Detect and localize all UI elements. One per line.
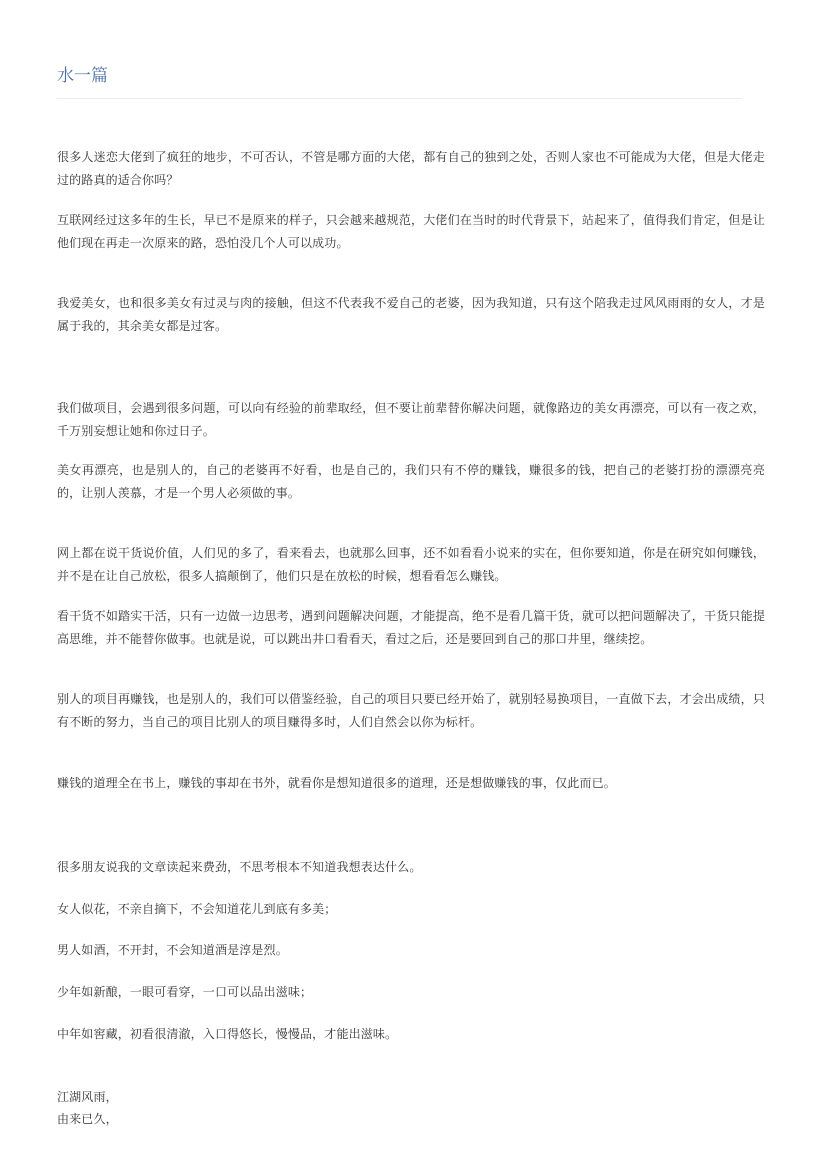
paragraph: 赚钱的道理全在书上，赚钱的事却在书外，就看你是想知道很多的道理，还是想做赚钱的事，仅此而已。 (57, 776, 616, 790)
paragraph: 很多朋友说我的文章读起来费劲，不思考根本不知道我想表达什么。 (57, 860, 422, 874)
article-title: 水一篇 (57, 66, 108, 86)
paragraph: 网上都在说干货说价值，人们见的多了，看来看去，也就那么回事，还不如看看小说来的实在，但你要知道，你是在研究如何赚钱，并不是在让自己放松，很多人搞颠倒了，他们只是在放松的时候，想看看怎么赚钱。 (57, 546, 765, 583)
paragraph: 很多人迷恋大佬到了疯狂的地步，不可否认，不管是哪方面的大佬，都有自己的独到之处，否则人家也不可能成为大佬，但是大佬走过的路真的适合你吗？ (57, 150, 765, 187)
paragraph: 看干货不如踏实干活，只有一边做一边思考，遇到问题解决问题，才能提高，绝不是看几篇干货，就可以把问题解决了，干货只能提高思维，并不能替你做事。也就是说，可以跳出井口看看天，看过之后，还是要回到自己的那口井里，继续挖。 (57, 609, 765, 646)
paragraph: 中年如窖藏，初看很清澈，入口得悠长，慢慢品，才能出滋味。 (57, 1027, 398, 1041)
paragraph: 别人的项目再赚钱，也是别人的，我们可以借鉴经验，自己的项目只要已经开始了，就别轻易换项目，一直做下去，才会出成绩，只有不断的努力，当自己的项目比别人的项目赚得多时，人们自然会以你为标杆。 (57, 692, 765, 729)
paragraph: 互联网经过这多年的生长，早已不是原来的样子，只会越来越规范，大佬们在当时的时代背景下，站起来了，值得我们肯定，但是让他们现在再走一次原来的路，恐怕没几个人可以成功。 (57, 213, 765, 250)
paragraph: 我们做项目，会遇到很多问题，可以向有经验的前辈取经，但不要让前辈替你解决问题，就像路边的美女再漂亮，可以有一夜之欢，千万别妄想让她和你过日子。 (57, 401, 765, 438)
paragraph: 少年如新酿，一眼可看穿，一口可以品出滋味； (57, 985, 313, 999)
paragraph: 我爱美女，也和很多美女有过灵与肉的接触，但这不代表我不爱自己的老婆，因为我知道，只有这个陪我走过风风雨雨的女人，才是属于我的，其余美女都是过客。 (57, 296, 765, 333)
paragraph: 江湖风雨， (57, 1090, 118, 1104)
paragraph: 男人如酒，不开封，不会知道酒是淳是烈。 (57, 943, 288, 957)
paragraph: 由来已久， (57, 1112, 118, 1126)
paragraph: 女人似花，不亲自摘下，不会知道花儿到底有多美； (57, 902, 337, 916)
paragraph: 美女再漂亮，也是别人的，自己的老婆再不好看，也是自己的，我们只有不停的赚钱，赚很多的钱，把自己的老婆打扮的漂漂亮亮的，让别人羡慕，才是一个男人必须做的事。 (57, 463, 765, 500)
title-divider (57, 98, 742, 99)
